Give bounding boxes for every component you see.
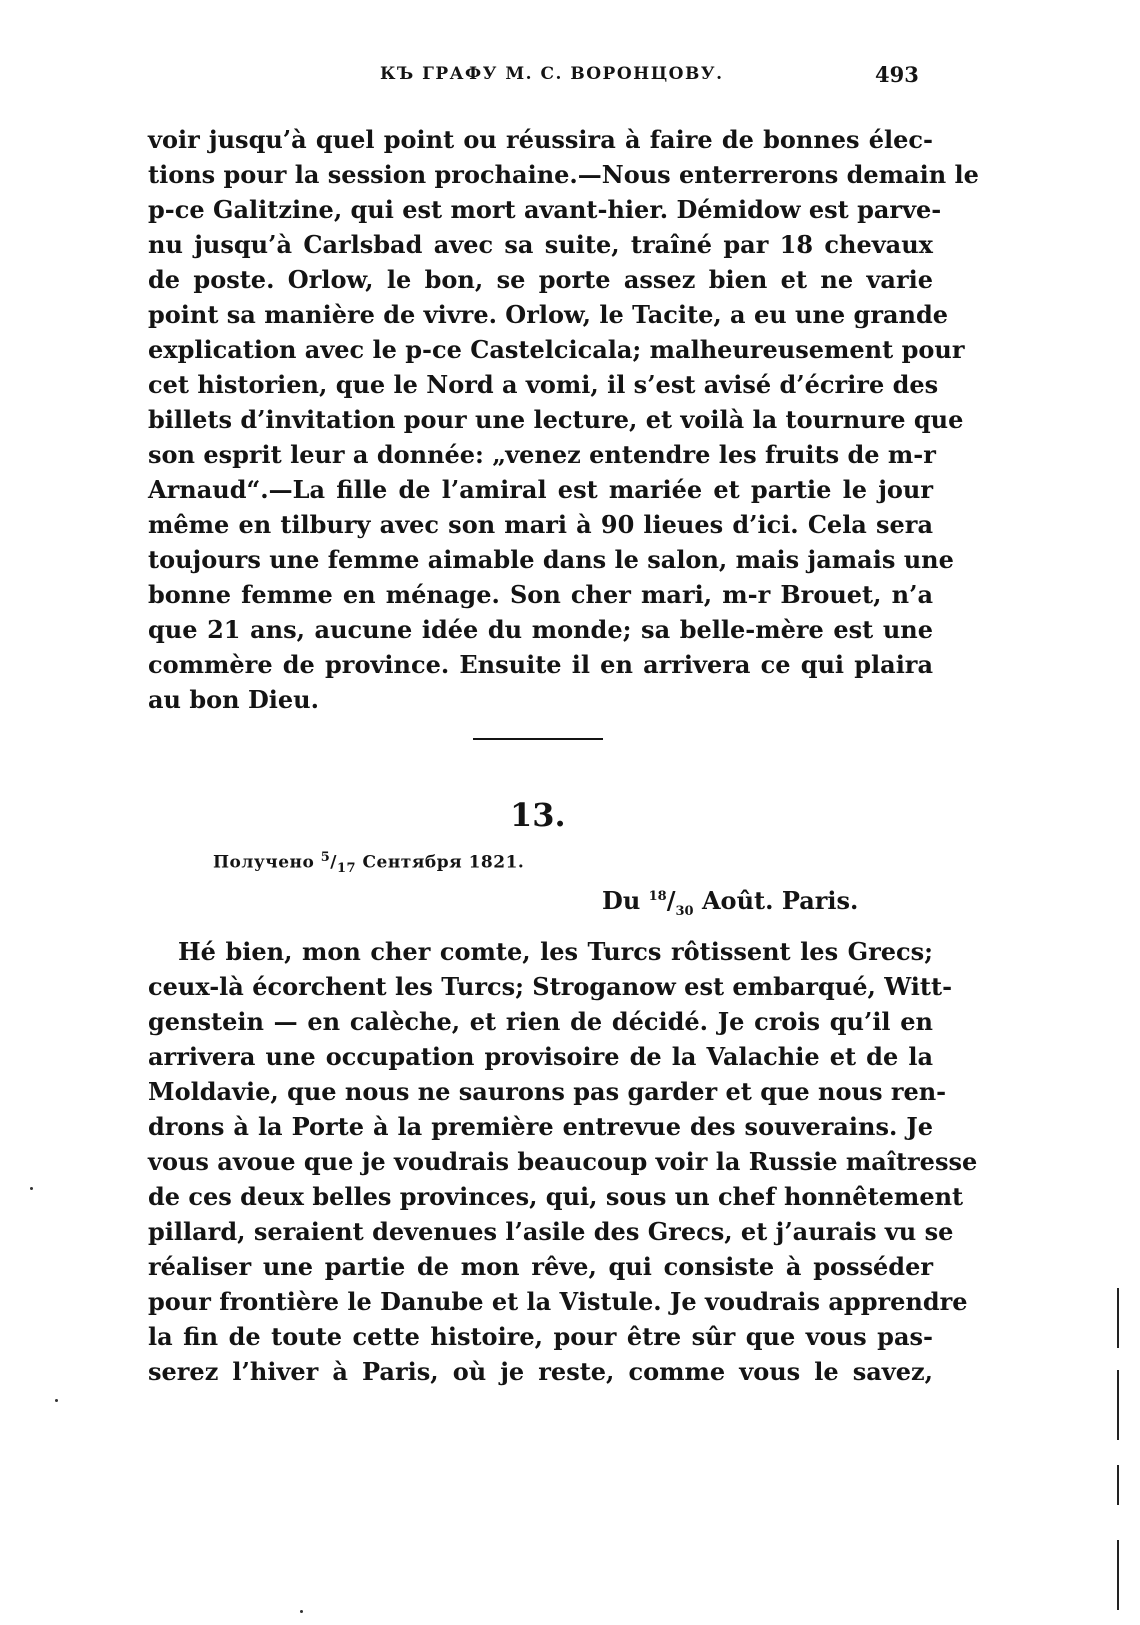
text-line: genstein — en calèche, et rien de décidé. Je crois qu’il en xyxy=(148,1007,933,1036)
text-line: la fin de toute cette histoire, pour être sûr que vous pas- xyxy=(148,1322,933,1351)
text-line: Moldavie, que nous ne saurons pas garder et que nous ren- xyxy=(148,1077,947,1106)
date-day-old: 18 xyxy=(648,889,667,904)
text-line: vous avoue que je voudrais beaucoup voir la Russie maîtresse xyxy=(148,1147,978,1176)
text-line: cet historien, que le Nord a vomi, il s’est avisé d’écrire des xyxy=(148,370,939,399)
letter-13-body xyxy=(148,934,978,1389)
text-line: au bon Dieu. xyxy=(148,685,319,714)
text-line: nu jusqu’à Carlsbad avec sa suite, traîné par 18 chevaux xyxy=(148,230,933,259)
received-day-new: 17 xyxy=(337,861,357,877)
scan-speck xyxy=(55,1399,58,1402)
page-edge-mark xyxy=(1117,1288,1119,1348)
running-header: КЪ ГРАФУ М. С. ВОРОНЦОВУ. xyxy=(380,64,724,84)
page-number: 493 xyxy=(875,62,919,87)
text-line: tions pour la session prochaine.—Nous enterrerons demain le xyxy=(148,160,979,189)
text-line: son esprit leur a donnée: „venez entendre les fruits de m-r xyxy=(148,440,936,469)
text-line: pillard, seraient devenues l’asile des Grecs, et j’aurais vu se xyxy=(148,1217,954,1246)
text-line: p-ce Galitzine, qui est mort avant-hier. Démidow est parve- xyxy=(148,195,942,224)
scan-speck xyxy=(30,1187,33,1190)
page-edge-mark xyxy=(1117,1465,1119,1505)
text-line: voir jusqu’à quel point ou réussira à faire de bonnes élec- xyxy=(148,125,933,154)
date-suffix: Août. Paris. xyxy=(701,886,859,915)
letter-12-ending xyxy=(148,122,979,717)
text-line: serez l’hiver à Paris, où je reste, comme vous le savez, xyxy=(148,1357,933,1386)
page-edge-mark xyxy=(1117,1370,1119,1440)
received-prefix: Получено xyxy=(213,852,315,873)
text-line: explication avec le p-ce Castelcicala; malheureusement pour xyxy=(148,335,965,364)
letter-number: 13. xyxy=(510,796,566,834)
received-day-old: 5 xyxy=(320,850,331,865)
text-line: ceux-là écorchent les Turcs; Stroganow est embarqué, Witt- xyxy=(148,972,953,1001)
text-line: pour frontière le Danube et la Vistule. Je voudrais apprendre xyxy=(148,1287,968,1316)
received-note: Получено $^5/_{17}$ Сентября 1821. xyxy=(213,850,525,877)
text-line: drons à la Porte à la première entrevue des souverains. Je xyxy=(148,1112,933,1141)
text-line: toujours une femme aimable dans le salon, mais jamais une xyxy=(148,545,954,574)
text-line: arrivera une occupation provisoire de la Valachie et de la xyxy=(148,1042,933,1071)
text-line: billets d’invitation pour une lecture, et voilà la tournure que xyxy=(148,405,964,434)
received-suffix: Сентября 1821. xyxy=(362,852,525,873)
text-line: point sa manière de vivre. Orlow, le Tacite, a eu une grande xyxy=(148,300,949,329)
page-edge-mark xyxy=(1117,1540,1119,1610)
text-line: de poste. Orlow, le bon, se porte assez bien et ne varie xyxy=(148,265,933,294)
date-prefix: Du xyxy=(602,886,641,915)
scan-speck xyxy=(300,1610,303,1613)
text-line: réaliser une partie de mon rêve, qui consiste à posséder xyxy=(148,1252,933,1281)
text-line: commère de province. Ensuite il en arrivera ce qui plaira xyxy=(148,650,933,679)
text-line: de ces deux belles provinces, qui, sous un chef honnêtement xyxy=(148,1182,964,1211)
text-line: que 21 ans, aucune idée du monde; sa belle-mère est une xyxy=(148,615,933,644)
text-line: bonne femme en ménage. Son cher mari, m-r Brouet, n’a xyxy=(148,580,933,609)
text-line: même en tilbury avec son mari à 90 lieues d’ici. Cela sera xyxy=(148,510,933,539)
text-line: Arnaud“.—La fille de l’amiral est mariée et partie le jour xyxy=(148,475,933,504)
section-divider xyxy=(473,738,603,740)
letter-date: Du $^{18}/_{30}$ Août. Paris. xyxy=(602,886,859,919)
text-line: Hé bien, mon cher comte, les Turcs rôtissent les Grecs; xyxy=(178,937,933,966)
date-day-new: 30 xyxy=(675,903,694,919)
